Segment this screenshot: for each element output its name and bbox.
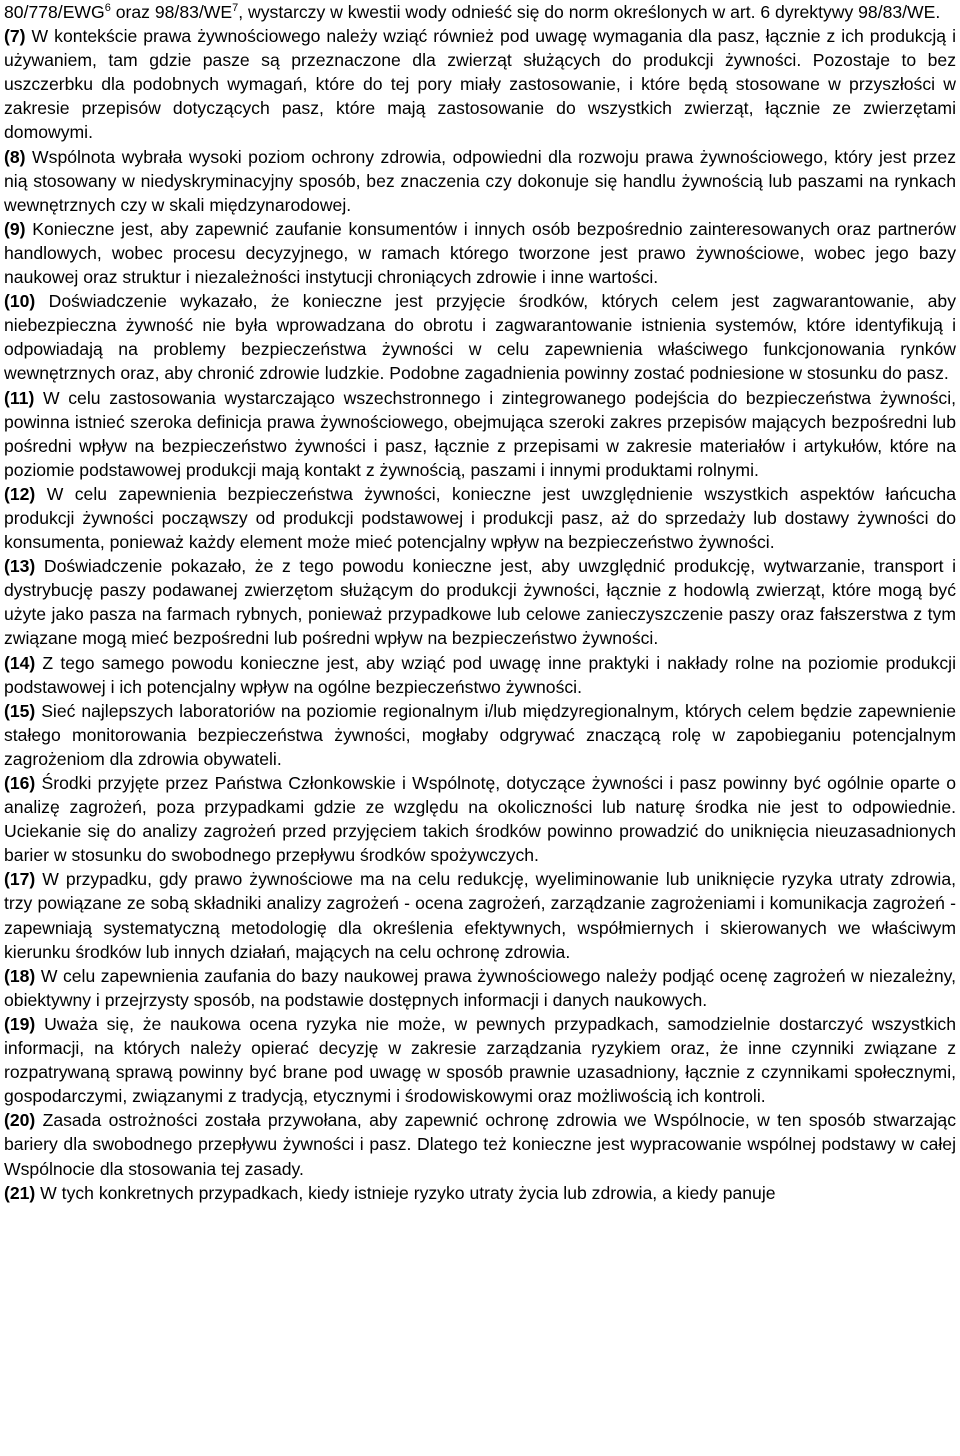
recital-text: Doświadczenie pokazało, że z tego powodu konieczne jest, aby uwzględnić produkcję, wytwarzanie, transport i dystrybucję paszy podawanej zwierzętom służącym do produkcji żywności, łącznie z hodowlą zwierząt, które mogą być użyte jako pasza na farmach rybnych, ponieważ przypadkowe lub celowe zanieczyszczenie paszy oraz fałszerstwa z tym związane mogą mieć bezpośredni lub pośredni wpływ na bezpieczeństwo żywności. [4,556,956,649]
recital-text: Zasada ostrożności została przywołana, aby zapewnić ochronę zdrowia we Wspólnocie, w ten sposób stwarzając bariery dla swobodnego przepływu żywności i pasz. Dlatego też konieczne jest wypracowanie wspólnej podstawy w całej Wspólnocie dla stosowania tej zasady. [4,1110,956,1179]
recital-number: (12) [4,483,36,504]
recital-number: (19) [4,1013,36,1034]
recital-number: (8) [4,146,26,167]
intro-text-3: , wystarczy w kwestii wody odnieść się do norm określonych w art. 6 dyrektywy 98/83/WE. [238,2,941,22]
recital-16 [4,771,956,867]
recital-15 [4,699,956,771]
recital-number: (14) [4,652,36,673]
recital-9 [4,217,956,289]
recital-7 [4,24,956,144]
recital-text: Środki przyjęte przez Państwa Członkowskie i Wspólnotę, dotyczące żywności i pasz powinny być ogólnie oparte o analizę zagrożeń, poza przypadkami gdzie ze względu na okoliczności lub naturę środka nie jest to odpowiednie. Uciekanie się do analizy zagrożeń przed przyjęciem takich środków powinno prowadzić do uniknięcia nieuzasadnionych barier w stosunku do swobodnego przepływu środków spożywczych. [4,773,956,866]
recital-19 [4,1012,956,1108]
recital-text: W celu zastosowania wystarczająco wszechstronnego i zintegrowanego podejścia do bezpieczeństwa żywności, powinna istnieć szeroka definicja prawa żywnościowego, obejmująca szeroki zakres przepisów mających bezpośredni lub pośredni wpływ na bezpieczeństwo żywności i pasz, łącznie z przepisami w zakresie materiałów i artykułów, które na poziomie podstawowej produkcji mają kontakt z żywnością, paszami i innymi produktami rolnymi. [4,387,956,480]
recital-text: Z tego samego powodu konieczne jest, aby wziąć pod uwagę inne praktyki i nakłady rolne na poziomie produkcji podstawowej i ich potencjalny wpływ na ogólne bezpieczeństwo żywności. [4,652,956,697]
recital-text: W kontekście prawa żywnościowego należy wziąć również pod uwagę wymagania dla pasz, łącznie z ich produkcją i używaniem, tam gdzie pasze są przeznaczone dla zwierząt służących do produkcji żywności. Pozostaje to bez uszczerbku dla podobnych wymagań, które do tej pory miały zastosowanie, i które będą stosowane w przyszłości w zakresie przepisów dotyczących pasz, które mają zastosowanie do wszystkich zwierząt, łącznie ze zwierzętami domowymi. [4,26,956,143]
recital-number: (18) [4,965,36,986]
recital-number: (7) [4,26,26,47]
intro-text-2: oraz 98/83/WE [110,2,233,22]
recital-text: Doświadczenie wykazało, że konieczne jest przyjęcie środków, których celem jest zagwarantowanie, aby niebezpieczna żywność nie była wprowadzana do obrotu i zagwarantowanie istnienia systemów, które identyfikują i odpowiadają na problemy bezpieczeństwa żywności w celu zapewnienia właściwego funkcjonowania rynków wewnętrznych oraz, aby chronić zdrowie ludzkie. Podobne zagadnienia powinny zostać podniesione w stosunku do pasz. [4,291,956,384]
recital-12 [4,482,956,554]
recital-20 [4,1108,956,1180]
recital-text: Sieć najlepszych laboratoriów na poziomie regionalnym i/lub międzyregionalnym, których celem będzie zapewnienie stałego monitorowania bezpieczeństwa żywności, mogłaby odgrywać znaczącą rolę w zapobieganiu potencjalnym zagrożeniom dla zdrowia obywateli. [4,700,956,769]
footnote-ref-7: 7 [232,2,239,15]
recital-14 [4,651,956,699]
recital-number: (13) [4,556,36,577]
recital-number: (9) [4,218,26,239]
recital-13 [4,554,956,650]
recital-17 [4,867,956,963]
recital-text: W celu zapewnienia zaufania do bazy naukowej prawa żywnościowego należy podjąć ocenę zagrożeń w niezależny, obiektywny i przejrzysty sposób, na podstawie dostępnych informacji i danych naukowych. [4,965,956,1010]
recital-21 [4,1181,956,1205]
recital-8 [4,145,956,217]
recital-text: Konieczne jest, aby zapewnić zaufanie konsumentów i innych osób bezpośrednio zainteresowanych oraz partnerów handlowych, wobec procesu decyzyjnego, w ramach którego tworzone jest prawo żywnościowe, wobec jego bazy naukowej oraz struktur i niezależności instytucji chroniących zdrowie i inne wartości. [4,218,956,288]
recital-10 [4,289,956,385]
intro-text-1: 80/778/EWG [4,2,105,22]
intro-paragraph [4,0,956,24]
recital-number: (11) [4,387,35,408]
recital-number: (20) [4,1110,36,1131]
recital-text: Wspólnota wybrała wysoki poziom ochrony zdrowia, odpowiedni dla rozwoju prawa żywnościowego, który jest przez nią stosowany w niedyskryminacyjny sposób, bez znaczenia czy dokonuje się handlu żywnością lub paszami na rynkach wewnętrznych czy w skali międzynarodowej. [4,146,956,215]
document-page [4,0,956,1205]
footnote-ref-6: 6 [104,2,111,15]
recital-text: Uważa się, że naukowa ocena ryzyka nie może, w pewnych przypadkach, samodzielnie dostarczyć wszystkich informacji, na których należy opierać decyzję w zakresie zarządzania ryzykiem oraz, że inne czynniki związane z rozpatrywaną sprawą powinny być brane pod uwagę w sposób prawnie uzasadniony, łącznie z czynnikami społecznymi, gospodarczymi, związanymi z tradycją, etycznymi i środowiskowymi oraz możliwością ich kontroli. [4,1013,956,1107]
recital-text: W celu zapewnienia bezpieczeństwa żywności, konieczne jest uwzględnienie wszystkich aspektów łańcucha produkcji żywności począwszy od produkcji podstawowej i produkcji pasz, aż do sprzedaży lub dostawy żywności do konsumenta, ponieważ każdy element może mieć potencjalny wpływ na bezpieczeństwo żywności. [4,483,956,553]
recital-text: W tych konkretnych przypadkach, kiedy istnieje ryzyko utraty życia lub zdrowia, a kiedy panuje [35,1182,776,1203]
recital-18 [4,964,956,1012]
recital-text: W przypadku, gdy prawo żywnościowe ma na celu redukcję, wyeliminowanie lub uniknięcie ryzyka utraty zdrowia, trzy powiązane ze sobą składniki analizy zagrożeń - ocena zagrożeń, zarządzanie zagrożeniami i komunikacja zagrożeń - zapewniają systematyczną metodologię dla określenia efektywnych, współmiernych i skierowanych we właściwym kierunku środków lub innych działań, mających na celu ochronę zdrowia. [4,869,956,962]
recital-number: (16) [4,773,36,793]
recital-number: (21) [4,1182,36,1203]
recital-number: (17) [4,869,36,890]
recital-number: (15) [4,700,36,721]
recital-number: (10) [4,291,36,312]
recital-11 [4,386,956,482]
